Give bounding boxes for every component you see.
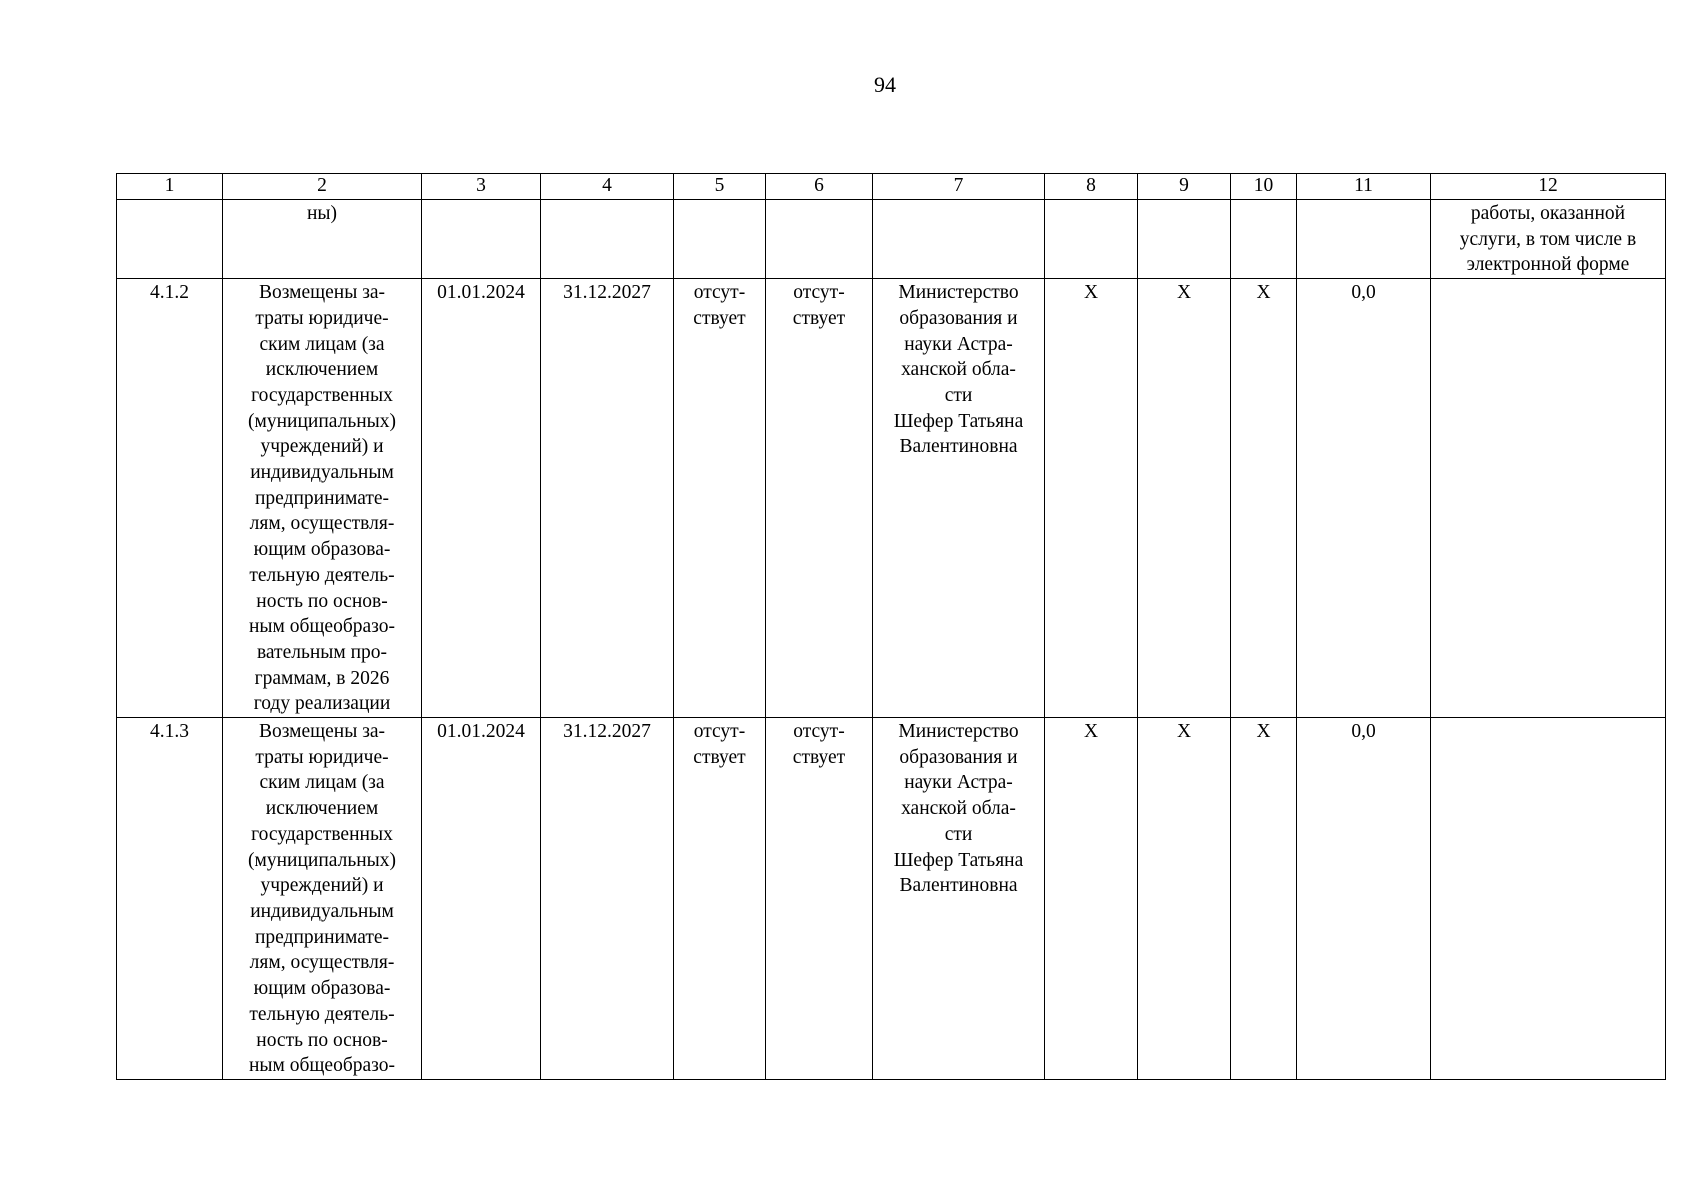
- table-cell: [117, 200, 223, 279]
- cell-line: году реализации: [253, 693, 391, 715]
- cell-line: сти: [944, 384, 973, 406]
- table-cell: [1231, 200, 1297, 279]
- header-cell: 8: [1045, 174, 1138, 200]
- cell-line: (муниципальных): [248, 849, 396, 871]
- cell-line: работы, оказанной: [1470, 203, 1626, 224]
- header-cell: 3: [422, 174, 541, 200]
- header-cell: 10: [1231, 174, 1297, 200]
- table-cell-note: [1431, 718, 1666, 1080]
- table-cell: [873, 200, 1045, 279]
- cell-line: вательным про-: [256, 641, 388, 663]
- table-cell-amount: 0,0: [1297, 279, 1431, 718]
- table-row: [117, 718, 1666, 1080]
- table-cell-description: [223, 200, 422, 279]
- table-cell-end-date: 31.12.2027: [541, 279, 674, 718]
- table-cell-note: [1431, 200, 1666, 279]
- cell-line: ствует: [693, 307, 746, 329]
- table-cell: [766, 279, 873, 718]
- cell-line: ским лицам (за: [259, 333, 385, 355]
- cell-line: тельную деятель-: [249, 564, 395, 586]
- table-cell-end-date: 31.12.2027: [541, 718, 674, 1080]
- header-cell: 4: [541, 174, 674, 200]
- table-cell: [674, 279, 766, 718]
- cell-line: траты юридиче-: [255, 307, 389, 329]
- header-cell: 7: [873, 174, 1045, 200]
- cell-line: Валентиновна: [899, 436, 1018, 458]
- page-number: 94: [874, 72, 896, 97]
- cell-line: Министерство: [898, 282, 1019, 304]
- table-row-continuation: [117, 200, 1666, 279]
- table-cell-start-date: 01.01.2024: [422, 718, 541, 1080]
- table-cell: [674, 718, 766, 1080]
- cell-line: ствует: [693, 746, 746, 768]
- cell-line: ющим образова-: [253, 978, 391, 1000]
- cell-line: ющим образова-: [253, 539, 391, 561]
- cell-line: ность по основ-: [256, 1029, 388, 1051]
- cell-line: Валентиновна: [899, 875, 1018, 897]
- table-cell: [766, 200, 873, 279]
- table-cell: X: [1231, 718, 1297, 1080]
- table-row: [117, 279, 1666, 718]
- table-cell-number: 4.1.2: [117, 279, 223, 718]
- cell-line: (муниципальных): [248, 410, 396, 432]
- cell-line: отсут-: [793, 282, 845, 304]
- table-cell-start-date: 01.01.2024: [422, 279, 541, 718]
- table-cell: [1138, 200, 1231, 279]
- cell-line: ным общеобразо-: [248, 1055, 395, 1077]
- header-cell: 11: [1297, 174, 1431, 200]
- table-cell: [422, 200, 541, 279]
- cell-line: образования и: [899, 307, 1018, 329]
- header-cell: 5: [674, 174, 766, 200]
- data-table: [116, 173, 1666, 1080]
- table-header-row: [117, 174, 1666, 200]
- table-cell-responsible: [873, 718, 1045, 1080]
- table-cell-description: [223, 718, 422, 1080]
- table-cell-number: 4.1.3: [117, 718, 223, 1080]
- cell-line: ханской обла-: [901, 798, 1016, 820]
- cell-line: ность по основ-: [256, 590, 388, 612]
- cell-line: сти: [944, 823, 973, 845]
- cell-line: ствует: [792, 307, 846, 329]
- cell-line: тельную деятель-: [249, 1003, 395, 1025]
- cell-line: граммам, в 2026: [254, 667, 390, 689]
- table-cell-note: [1431, 279, 1666, 718]
- cell-line: науки Астра-: [904, 333, 1013, 355]
- cell-line: Шефер Татьяна: [893, 410, 1024, 432]
- cell-line: исключением: [265, 798, 379, 820]
- cell-line: отсут-: [693, 721, 746, 743]
- table-cell-responsible: [873, 279, 1045, 718]
- header-cell: 6: [766, 174, 873, 200]
- cell-line: траты юридиче-: [255, 746, 389, 768]
- cell-line: ским лицам (за: [259, 772, 385, 794]
- table-cell: X: [1138, 279, 1231, 718]
- table-cell: X: [1231, 279, 1297, 718]
- table-cell: X: [1045, 279, 1138, 718]
- cell-line: учреждений) и: [260, 436, 384, 458]
- header-cell: 1: [117, 174, 223, 200]
- header-cell: 9: [1138, 174, 1231, 200]
- table-cell-description: [223, 279, 422, 718]
- cell-line: Возмещены за-: [258, 282, 386, 304]
- table-cell: X: [1138, 718, 1231, 1080]
- table-cell-amount: 0,0: [1297, 718, 1431, 1080]
- cell-line: электронной форме: [1466, 254, 1630, 276]
- cell-line: науки Астра-: [904, 772, 1013, 794]
- cell-line: отсут-: [693, 282, 746, 304]
- cell-line: лям, осуществля-: [249, 513, 395, 535]
- table-cell: [1045, 200, 1138, 279]
- cell-line: лям, осуществля-: [249, 952, 395, 974]
- cell-line: Министерство: [898, 721, 1019, 743]
- cell-line: индивидуальным: [250, 462, 394, 484]
- table-cell: X: [1045, 718, 1138, 1080]
- table-cell: [1297, 200, 1431, 279]
- cell-line: учреждений) и: [260, 875, 384, 897]
- cell-line: индивидуальным: [250, 900, 394, 922]
- cell-line: услуги, в том числе в: [1459, 228, 1637, 250]
- cell-line: ным общеобразо-: [248, 616, 395, 638]
- cell-line: Шефер Татьяна: [893, 849, 1024, 871]
- cell-line: отсут-: [793, 721, 845, 743]
- header-cell: 2: [223, 174, 422, 200]
- cell-line: предпринимате-: [254, 926, 390, 948]
- cell-line: ствует: [792, 746, 846, 768]
- cell-line: предпринимате-: [254, 487, 390, 509]
- cell-line: ны): [306, 203, 338, 224]
- cell-line: государственных: [251, 384, 393, 406]
- cell-line: ханской обла-: [901, 359, 1016, 381]
- cell-line: образования и: [899, 746, 1018, 768]
- header-cell: 12: [1431, 174, 1666, 200]
- cell-line: государственных: [251, 823, 393, 845]
- cell-line: исключением: [265, 359, 379, 381]
- cell-line: Возмещены за-: [258, 721, 386, 743]
- table-cell: [541, 200, 674, 279]
- table-cell: [766, 718, 873, 1080]
- table-cell: [674, 200, 766, 279]
